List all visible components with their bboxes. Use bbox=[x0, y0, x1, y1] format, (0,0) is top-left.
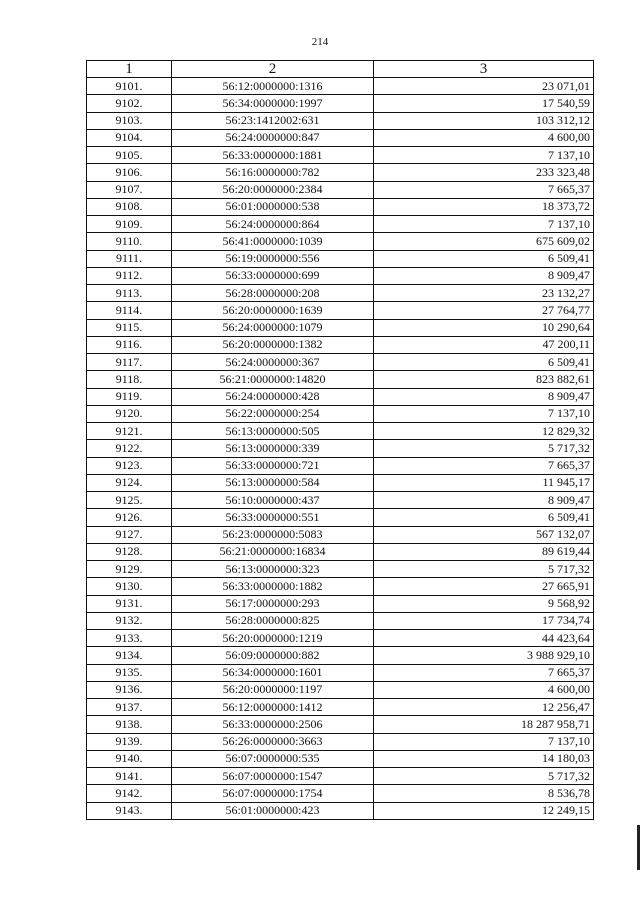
cadastral-value-cell: 823 882,61 bbox=[374, 371, 594, 388]
row-number-cell: 9133. bbox=[87, 630, 172, 647]
table-row bbox=[87, 750, 594, 767]
row-number-cell: 9131. bbox=[87, 595, 172, 612]
table-row bbox=[87, 578, 594, 595]
table-body bbox=[87, 78, 594, 820]
table-row bbox=[87, 474, 594, 491]
table-row bbox=[87, 112, 594, 129]
table-row bbox=[87, 785, 594, 802]
cadastral-number-cell: 56:21:0000000:16834 bbox=[172, 543, 374, 560]
row-number-cell: 9141. bbox=[87, 768, 172, 785]
cadastral-number-cell: 56:12:0000000:1316 bbox=[172, 78, 374, 95]
cadastral-value-cell: 103 312,12 bbox=[374, 112, 594, 129]
table-row bbox=[87, 492, 594, 509]
cadastral-number-cell: 56:33:0000000:699 bbox=[172, 267, 374, 284]
table-row bbox=[87, 95, 594, 112]
cadastral-number-cell: 56:16:0000000:782 bbox=[172, 164, 374, 181]
table-row bbox=[87, 267, 594, 284]
cadastral-number-cell: 56:20:0000000:1219 bbox=[172, 630, 374, 647]
row-number-cell: 9137. bbox=[87, 699, 172, 716]
row-number-cell: 9136. bbox=[87, 681, 172, 698]
table-row bbox=[87, 336, 594, 353]
cadastral-value-cell: 7 137,10 bbox=[374, 147, 594, 164]
cadastral-value-cell: 12 249,15 bbox=[374, 802, 594, 819]
cadastral-value-cell: 8 909,47 bbox=[374, 388, 594, 405]
table-row bbox=[87, 216, 594, 233]
cadastral-value-cell: 17 540,59 bbox=[374, 95, 594, 112]
cadastral-value-cell: 18 373,72 bbox=[374, 198, 594, 215]
cadastral-number-cell: 56:24:0000000:367 bbox=[172, 354, 374, 371]
row-number-cell: 9135. bbox=[87, 664, 172, 681]
cadastral-value-cell: 17 734,74 bbox=[374, 612, 594, 629]
cadastral-value-cell: 675 609,02 bbox=[374, 233, 594, 250]
cadastral-number-cell: 56:09:0000000:882 bbox=[172, 647, 374, 664]
row-number-cell: 9119. bbox=[87, 388, 172, 405]
table-row bbox=[87, 181, 594, 198]
row-number-cell: 9107. bbox=[87, 181, 172, 198]
cadastral-number-cell: 56:20:0000000:1639 bbox=[172, 302, 374, 319]
table-row bbox=[87, 595, 594, 612]
table-row bbox=[87, 561, 594, 578]
cadastral-number-cell: 56:33:0000000:1881 bbox=[172, 147, 374, 164]
row-number-cell: 9111. bbox=[87, 250, 172, 267]
row-number-cell: 9125. bbox=[87, 492, 172, 509]
cadastral-number-cell: 56:20:0000000:1382 bbox=[172, 336, 374, 353]
row-number-cell: 9123. bbox=[87, 457, 172, 474]
row-number-cell: 9106. bbox=[87, 164, 172, 181]
row-number-cell: 9126. bbox=[87, 509, 172, 526]
cadastral-number-cell: 56:07:0000000:535 bbox=[172, 750, 374, 767]
table-row bbox=[87, 129, 594, 146]
table-row bbox=[87, 612, 594, 629]
cadastral-value-cell: 14 180,03 bbox=[374, 750, 594, 767]
cadastral-number-cell: 56:07:0000000:1547 bbox=[172, 768, 374, 785]
row-number-cell: 9102. bbox=[87, 95, 172, 112]
cadastral-value-cell: 8 536,78 bbox=[374, 785, 594, 802]
table-row bbox=[87, 681, 594, 698]
cadastral-number-cell: 56:24:0000000:864 bbox=[172, 216, 374, 233]
cadastral-number-cell: 56:22:0000000:254 bbox=[172, 405, 374, 422]
cadastral-number-cell: 56:34:0000000:1997 bbox=[172, 95, 374, 112]
table-row bbox=[87, 647, 594, 664]
cadastral-value-cell: 7 665,37 bbox=[374, 457, 594, 474]
cadastral-value-cell: 12 829,32 bbox=[374, 423, 594, 440]
cadastral-number-cell: 56:13:0000000:339 bbox=[172, 440, 374, 457]
table-row bbox=[87, 319, 594, 336]
cadastral-number-cell: 56:24:0000000:1079 bbox=[172, 319, 374, 336]
row-number-cell: 9139. bbox=[87, 733, 172, 750]
cadastral-number-cell: 56:33:0000000:551 bbox=[172, 509, 374, 526]
table-row bbox=[87, 250, 594, 267]
row-number-cell: 9117. bbox=[87, 354, 172, 371]
column-header-1: 1 bbox=[87, 61, 172, 78]
row-number-cell: 9129. bbox=[87, 561, 172, 578]
table-row bbox=[87, 543, 594, 560]
cadastral-value-cell: 12 256,47 bbox=[374, 699, 594, 716]
row-number-cell: 9105. bbox=[87, 147, 172, 164]
cadastral-value-cell: 8 909,47 bbox=[374, 267, 594, 284]
row-number-cell: 9132. bbox=[87, 612, 172, 629]
table-row bbox=[87, 423, 594, 440]
cadastral-number-cell: 56:07:0000000:1754 bbox=[172, 785, 374, 802]
cadastral-value-cell: 4 600,00 bbox=[374, 129, 594, 146]
table-header-row bbox=[87, 61, 594, 78]
row-number-cell: 9108. bbox=[87, 198, 172, 215]
column-header-2: 2 bbox=[172, 61, 374, 78]
cadastral-value-cell: 10 290,64 bbox=[374, 319, 594, 336]
cadastral-value-cell: 27 665,91 bbox=[374, 578, 594, 595]
cadastral-value-cell: 9 568,92 bbox=[374, 595, 594, 612]
table-row bbox=[87, 699, 594, 716]
cadastral-number-cell: 56:34:0000000:1601 bbox=[172, 664, 374, 681]
table-row bbox=[87, 285, 594, 302]
cadastral-number-cell: 56:21:0000000:14820 bbox=[172, 371, 374, 388]
cadastral-value-cell: 27 764,77 bbox=[374, 302, 594, 319]
row-number-cell: 9138. bbox=[87, 716, 172, 733]
row-number-cell: 9118. bbox=[87, 371, 172, 388]
cadastral-value-cell: 7 137,10 bbox=[374, 733, 594, 750]
cadastral-number-cell: 56:33:0000000:2506 bbox=[172, 716, 374, 733]
cadastral-number-cell: 56:13:0000000:584 bbox=[172, 474, 374, 491]
row-number-cell: 9103. bbox=[87, 112, 172, 129]
table-row bbox=[87, 716, 594, 733]
cadastral-value-cell: 7 665,37 bbox=[374, 664, 594, 681]
cadastral-number-cell: 56:41:0000000:1039 bbox=[172, 233, 374, 250]
cadastral-value-cell: 567 132,07 bbox=[374, 526, 594, 543]
table-row bbox=[87, 164, 594, 181]
table-row bbox=[87, 371, 594, 388]
cadastral-number-cell: 56:17:0000000:293 bbox=[172, 595, 374, 612]
cadastral-value-cell: 8 909,47 bbox=[374, 492, 594, 509]
row-number-cell: 9112. bbox=[87, 267, 172, 284]
table-row bbox=[87, 768, 594, 785]
cadastral-value-cell: 233 323,48 bbox=[374, 164, 594, 181]
row-number-cell: 9124. bbox=[87, 474, 172, 491]
row-number-cell: 9130. bbox=[87, 578, 172, 595]
cadastral-value-cell: 89 619,44 bbox=[374, 543, 594, 560]
cadastral-number-cell: 56:24:0000000:847 bbox=[172, 129, 374, 146]
cadastral-value-cell: 5 717,32 bbox=[374, 768, 594, 785]
row-number-cell: 9122. bbox=[87, 440, 172, 457]
cadastral-value-cell: 44 423,64 bbox=[374, 630, 594, 647]
table-row bbox=[87, 440, 594, 457]
cadastral-value-cell: 5 717,32 bbox=[374, 440, 594, 457]
cadastral-number-cell: 56:20:0000000:1197 bbox=[172, 681, 374, 698]
table-row bbox=[87, 733, 594, 750]
cadastral-number-cell: 56:33:0000000:721 bbox=[172, 457, 374, 474]
cadastral-number-cell: 56:13:0000000:323 bbox=[172, 561, 374, 578]
table-row bbox=[87, 198, 594, 215]
row-number-cell: 9113. bbox=[87, 285, 172, 302]
cadastral-number-cell: 56:01:0000000:423 bbox=[172, 802, 374, 819]
row-number-cell: 9134. bbox=[87, 647, 172, 664]
cadastral-number-cell: 56:33:0000000:1882 bbox=[172, 578, 374, 595]
cadastral-value-cell: 4 600,00 bbox=[374, 681, 594, 698]
cadastral-number-cell: 56:19:0000000:556 bbox=[172, 250, 374, 267]
cadastral-value-cell: 11 945,17 bbox=[374, 474, 594, 491]
page-number: 214 bbox=[311, 36, 329, 48]
row-number-cell: 9127. bbox=[87, 526, 172, 543]
cadastral-number-cell: 56:12:0000000:1412 bbox=[172, 699, 374, 716]
table-row bbox=[87, 457, 594, 474]
row-number-cell: 9114. bbox=[87, 302, 172, 319]
table-row bbox=[87, 147, 594, 164]
cadastral-value-cell: 5 717,32 bbox=[374, 561, 594, 578]
cadastral-number-cell: 56:26:0000000:3663 bbox=[172, 733, 374, 750]
table-row bbox=[87, 630, 594, 647]
cadastral-value-cell: 3 988 929,10 bbox=[374, 647, 594, 664]
cadastral-number-cell: 56:28:0000000:208 bbox=[172, 285, 374, 302]
row-number-cell: 9116. bbox=[87, 336, 172, 353]
row-number-cell: 9109. bbox=[87, 216, 172, 233]
cadastral-value-cell: 7 665,37 bbox=[374, 181, 594, 198]
table-row bbox=[87, 802, 594, 819]
row-number-cell: 9110. bbox=[87, 233, 172, 250]
cadastral-value-cell: 23 132,27 bbox=[374, 285, 594, 302]
cadastral-number-cell: 56:24:0000000:428 bbox=[172, 388, 374, 405]
row-number-cell: 9121. bbox=[87, 423, 172, 440]
table-row bbox=[87, 664, 594, 681]
cadastral-number-cell: 56:28:0000000:825 bbox=[172, 612, 374, 629]
table-row bbox=[87, 233, 594, 250]
cadastral-value-table bbox=[86, 60, 594, 820]
cadastral-number-cell: 56:10:0000000:437 bbox=[172, 492, 374, 509]
row-number-cell: 9140. bbox=[87, 750, 172, 767]
cadastral-number-cell: 56:23:1412002:631 bbox=[172, 112, 374, 129]
cadastral-value-cell: 6 509,41 bbox=[374, 509, 594, 526]
cadastral-value-cell: 7 137,10 bbox=[374, 405, 594, 422]
table-row bbox=[87, 526, 594, 543]
cadastral-number-cell: 56:13:0000000:505 bbox=[172, 423, 374, 440]
cadastral-number-cell: 56:01:0000000:538 bbox=[172, 198, 374, 215]
table-row bbox=[87, 509, 594, 526]
cadastral-value-cell: 6 509,41 bbox=[374, 250, 594, 267]
row-number-cell: 9142. bbox=[87, 785, 172, 802]
cadastral-number-cell: 56:20:0000000:2384 bbox=[172, 181, 374, 198]
row-number-cell: 9143. bbox=[87, 802, 172, 819]
table-row bbox=[87, 78, 594, 95]
row-number-cell: 9115. bbox=[87, 319, 172, 336]
table-row bbox=[87, 388, 594, 405]
cadastral-value-cell: 7 137,10 bbox=[374, 216, 594, 233]
table-row bbox=[87, 302, 594, 319]
row-number-cell: 9128. bbox=[87, 543, 172, 560]
cadastral-value-cell: 23 071,01 bbox=[374, 78, 594, 95]
cadastral-value-cell: 18 287 958,71 bbox=[374, 716, 594, 733]
row-number-cell: 9104. bbox=[87, 129, 172, 146]
row-number-cell: 9120. bbox=[87, 405, 172, 422]
table-row bbox=[87, 405, 594, 422]
row-number-cell: 9101. bbox=[87, 78, 172, 95]
cadastral-number-cell: 56:23:0000000:5083 bbox=[172, 526, 374, 543]
table-row bbox=[87, 354, 594, 371]
cadastral-value-cell: 47 200,11 bbox=[374, 336, 594, 353]
column-header-3: 3 bbox=[374, 61, 594, 78]
cadastral-value-cell: 6 509,41 bbox=[374, 354, 594, 371]
